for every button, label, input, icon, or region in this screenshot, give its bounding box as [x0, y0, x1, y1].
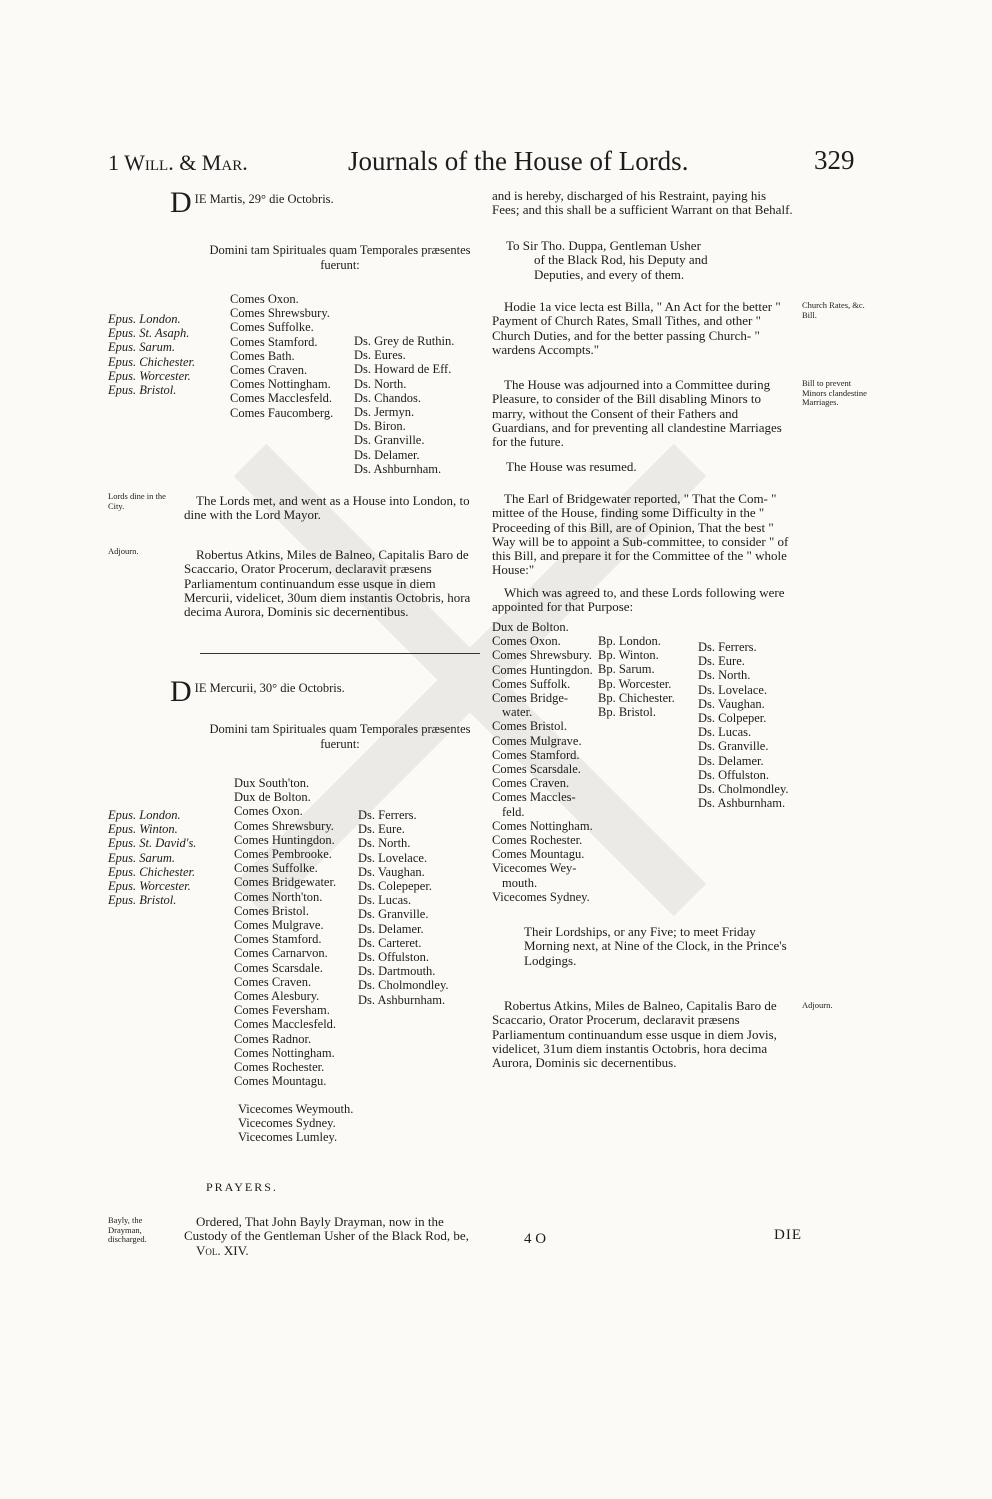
list-item: Vicecomes Weymouth.	[238, 1102, 354, 1116]
list-item: Ds. Offulston.	[358, 950, 429, 965]
list-item: Epus. Sarum.	[108, 340, 176, 355]
day29-heading: D IE Martis, 29° die Octobris.	[170, 186, 334, 219]
list-item: mouth.	[502, 875, 538, 890]
day30-bishops	[108, 808, 196, 907]
drop-cap: D	[170, 186, 192, 219]
list-item: Ds. Grey de Ruthin.	[354, 334, 455, 348]
list-item: Comes Rochester.	[234, 1060, 325, 1075]
list-item: Ds. Granville.	[358, 907, 429, 922]
list-item: Bp. Sarum.	[598, 662, 655, 677]
list-item: Comes Macclesfeld.	[230, 391, 333, 406]
day29-bishops	[108, 312, 195, 397]
margin-note-minors: Bill to prevent Minors clandestine Marriages.	[802, 378, 867, 407]
list-item: Comes Bristol.	[492, 719, 568, 734]
list-item: Epus. Bristol.	[108, 893, 177, 908]
list-item: Ds. Colepeper.	[358, 879, 432, 894]
list-item: Comes Alesbury.	[234, 989, 320, 1004]
adjourn-paragraph-2: Robertus Atkins, Miles de Balneo, Capitalis Baro de Scaccario, Orator Procerum, declaravit præsens Parliamentum continuandum esse usque in diem Jovis, videlicet, 31um diem instantis Octobris, hora decima Aurora, Dominis sic decernentibus.	[492, 998, 777, 1071]
day29-earls	[230, 292, 333, 420]
list-item: Comes Scarsdale.	[234, 960, 323, 975]
list-item: Comes Shrewsbury.	[234, 818, 334, 833]
list-item: Bp. Worcester.	[598, 676, 672, 691]
list-item: Vicecomes Lumley.	[238, 1130, 338, 1145]
committee-paragraph: The House was adjourned into a Committee during Pleasure, to consider of the Bill disabling Minors to marry, without the Consent of their Fathers and Guardians, and for preventing all clandestine Marriages for the future.	[492, 377, 782, 450]
list-item: Ds. Delamer.	[358, 921, 424, 936]
committee-barons	[698, 640, 789, 810]
list-item: Epus. Worcester.	[108, 368, 191, 383]
warrant-address: To Sir Tho. Duppa, Gentleman Usher of the Black Rod, his Deputy and Deputies, and every of them.	[506, 238, 708, 282]
list-item: Ds. Ashburnham.	[698, 796, 786, 811]
list-item: Epus. Chichester.	[108, 354, 196, 369]
list-item: water.	[502, 705, 533, 720]
list-item: Comes Suffolke.	[234, 861, 318, 876]
list-item: Comes Oxon.	[492, 634, 561, 649]
list-item: Ds. North.	[354, 376, 407, 391]
list-item: Ds. Chandos.	[354, 390, 422, 405]
committee-peers	[492, 620, 593, 904]
list-item: Epus. Winton.	[108, 822, 178, 837]
list-item: Ds. Delamer.	[698, 753, 764, 768]
list-item: Comes Radnor.	[234, 1031, 312, 1046]
adjourn-paragraph: Robertus Atkins, Miles de Balneo, Capitalis Baro de Scaccario, Orator Procerum, declaravit præsens Parliamentum continuandum esse usque in diem Mercurii, videlicet, 30um diem instantis Octobris, hora decima Aurora, Dominis sic decernentibus.	[184, 547, 471, 620]
list-item: Comes Suffolk.	[492, 676, 571, 691]
list-item: Ds. Vaughan.	[698, 696, 765, 711]
list-item: Epus. Bristol.	[108, 383, 177, 398]
list-item: Ds. Ferrers.	[358, 808, 417, 822]
list-item: Comes Oxon.	[234, 804, 303, 819]
day29-present-line: Domini tam Spirituales quam Temporales præsentes fuerunt:	[209, 243, 471, 272]
list-item: Comes Rochester.	[492, 833, 583, 848]
list-item: Epus. London.	[108, 312, 181, 326]
list-item: Ds. Lucas.	[358, 893, 412, 908]
agreed-paragraph: Which was agreed to, and these Lords following were appointed for that Purpose:	[492, 585, 785, 615]
list-item: Ds. Jermyn.	[354, 405, 415, 420]
margin-note-adjourn: Adjourn.	[108, 546, 139, 556]
margin-note-adjourn-2: Adjourn.	[802, 1000, 833, 1010]
list-item: Comes Bridge-	[492, 691, 569, 706]
report-paragraph: The Earl of Bridgewater reported, " That the Com- " mittee of the House, finding some Difficulty in the " Proceeding of this Bill, are of Opinion, That the best " Way will be to appoint a Sub-committee, to consider " of this Bill, and prepare it for the Committee of the " whole House:"	[492, 491, 789, 578]
list-item: Vicecomes Wey-	[492, 861, 577, 876]
list-item: Bp. Chichester.	[598, 690, 675, 705]
resumed-line: The House was resumed.	[506, 459, 637, 474]
list-item: Comes Nottingham.	[492, 818, 593, 833]
list-item: Comes Stamford.	[234, 932, 322, 947]
list-item: feld.	[502, 804, 525, 819]
day30-viscounts	[238, 1102, 353, 1145]
list-item: Ds. Howard de Eff.	[354, 362, 452, 377]
list-item: Comes Nottingham.	[234, 1045, 335, 1060]
list-item: Ds. Eure.	[358, 822, 405, 837]
list-item: Ds. Ferrers.	[698, 640, 757, 654]
list-item: Epus. London.	[108, 808, 181, 822]
day30-peers	[234, 776, 336, 1088]
list-item: Comes Bristol.	[234, 903, 310, 918]
list-item: Dux de Bolton.	[234, 790, 311, 805]
list-item: Comes Oxon.	[230, 292, 299, 306]
list-item: Comes Huntingdon.	[492, 662, 593, 677]
list-item: Comes Craven.	[492, 776, 570, 791]
list-item: Ds. Offulston.	[698, 767, 769, 782]
drop-cap: D	[170, 675, 192, 708]
list-item: Ds. Lucas.	[698, 725, 752, 740]
list-item: Vicecomes Sydney.	[238, 1116, 336, 1131]
list-item: Comes Huntingdon.	[234, 832, 335, 847]
list-item: Bp. Winton.	[598, 648, 659, 663]
lords-dine-paragraph: The Lords met, and went as a House into London, to dine with the Lord Mayor.	[184, 493, 470, 523]
list-item: Comes Mountagu.	[492, 847, 585, 862]
list-item: Epus. Sarum.	[108, 850, 176, 865]
margin-note-lords-dine: Lords dine in the City.	[108, 491, 166, 511]
list-item: Comes Carnarvon.	[234, 946, 328, 961]
list-item: Ds. Cholmondley.	[358, 978, 449, 993]
list-item: Comes Stamford.	[492, 747, 580, 762]
list-item: Ds. Biron.	[354, 419, 406, 434]
list-item: Dux South'ton.	[234, 776, 310, 790]
section-divider	[200, 653, 480, 654]
list-item: Comes Maccles-	[492, 790, 576, 805]
church-bill-paragraph: Hodie 1a vice lecta est Billa, " An Act for the better " Payment of Church Rates, Small Tithes, and other " Church Duties, and for the better passing Church- " wardens Accompts."	[492, 299, 781, 357]
list-item: Ds. Delamer.	[354, 447, 420, 462]
bayly-paragraph: Ordered, That John Bayly Drayman, now in the Custody of the Gentleman Usher of the Black Rod, be,	[184, 1214, 469, 1244]
list-item: Dux de Bolton.	[492, 620, 569, 634]
list-item: Ds. Lovelace.	[698, 682, 768, 697]
list-item: Comes Mulgrave.	[492, 733, 582, 748]
day30-barons	[358, 808, 449, 1007]
list-item: Comes North'ton.	[234, 889, 323, 904]
list-item: Bp. Bristol.	[598, 705, 656, 720]
list-item: Bp. London.	[598, 634, 661, 648]
list-item: Ds. Cholmondley.	[698, 782, 789, 797]
list-item: Comes Feversham.	[234, 1003, 330, 1018]
list-item: Ds. Eures.	[354, 348, 406, 363]
list-item: Comes Shrewsbury.	[492, 648, 592, 663]
margin-note-church: Church Rates, &c. Bill.	[802, 300, 865, 320]
list-item: Comes Stamford.	[230, 334, 318, 349]
list-item: Ds. North.	[698, 668, 751, 683]
list-item: Comes Suffolke.	[230, 320, 314, 335]
list-item: Ds. Ashburnham.	[358, 992, 446, 1007]
list-item: Comes Bridgewater.	[234, 875, 337, 890]
list-item: Comes Pembrooke.	[234, 847, 332, 862]
continued-paragraph: and is hereby, discharged of his Restraint, paying his Fees; and this shall be a sufficient Warrant on that Behalf.	[492, 188, 793, 218]
list-item: Ds. Colpeper.	[698, 711, 767, 726]
list-item: Vicecomes Sydney.	[492, 889, 590, 904]
list-item: Comes Macclesfeld.	[234, 1017, 337, 1032]
list-item: Ds. Ashburnham.	[354, 461, 442, 476]
list-item: Ds. Dartmouth.	[358, 964, 436, 979]
list-item: Comes Faucomberg.	[230, 405, 334, 420]
list-item: Comes Craven.	[230, 363, 308, 378]
day30-present-line: Domini tam Spirituales quam Temporales præsentes fuerunt:	[209, 722, 471, 751]
list-item: Comes Mulgrave.	[234, 918, 324, 933]
list-item: Comes Nottingham.	[230, 377, 331, 392]
list-item: Ds. Lovelace.	[358, 850, 428, 865]
list-item: Ds. Granville.	[354, 433, 425, 448]
committee-bishops	[598, 634, 675, 719]
list-item: Epus. Chichester.	[108, 864, 196, 879]
volume-note: Vol. XIV.	[196, 1243, 249, 1258]
meet-paragraph: Their Lordships, or any Five; to meet Friday Morning next, at Nine of the Clock, in the Prince's Lodgings.	[524, 924, 787, 968]
list-item: Ds. Granville.	[698, 739, 769, 754]
list-item: Comes Shrewsbury.	[230, 306, 330, 321]
list-item: Epus. Worcester.	[108, 879, 191, 894]
list-item: Ds. Eure.	[698, 654, 745, 669]
list-item: Comes Bath.	[230, 348, 295, 363]
list-item: Comes Mountagu.	[234, 1074, 327, 1089]
list-item: Ds. Carteret.	[358, 935, 422, 950]
margin-note-bayly: Bayly, the Drayman, discharged.	[108, 1215, 147, 1244]
list-item: Ds. North.	[358, 836, 411, 851]
prayers-heading: PRAYERS.	[206, 1180, 278, 1194]
list-item: Comes Craven.	[234, 974, 312, 989]
list-item: Epus. St. David's.	[108, 836, 197, 851]
list-item: Comes Scarsdale.	[492, 762, 581, 777]
header-reign: 1 Will. & Mar.	[108, 150, 248, 175]
day29-barons	[354, 334, 454, 476]
list-item: Ds. Vaughan.	[358, 864, 425, 879]
list-item: Epus. St. Asaph.	[108, 326, 190, 341]
signature-mark: 4 O	[524, 1231, 547, 1247]
header-title: Journals of the House of Lords.	[348, 146, 689, 176]
page-number: 329	[814, 145, 855, 175]
catchword: DIE	[774, 1227, 802, 1243]
day30-heading: D IE Mercurii, 30° die Octobris.	[170, 675, 345, 708]
